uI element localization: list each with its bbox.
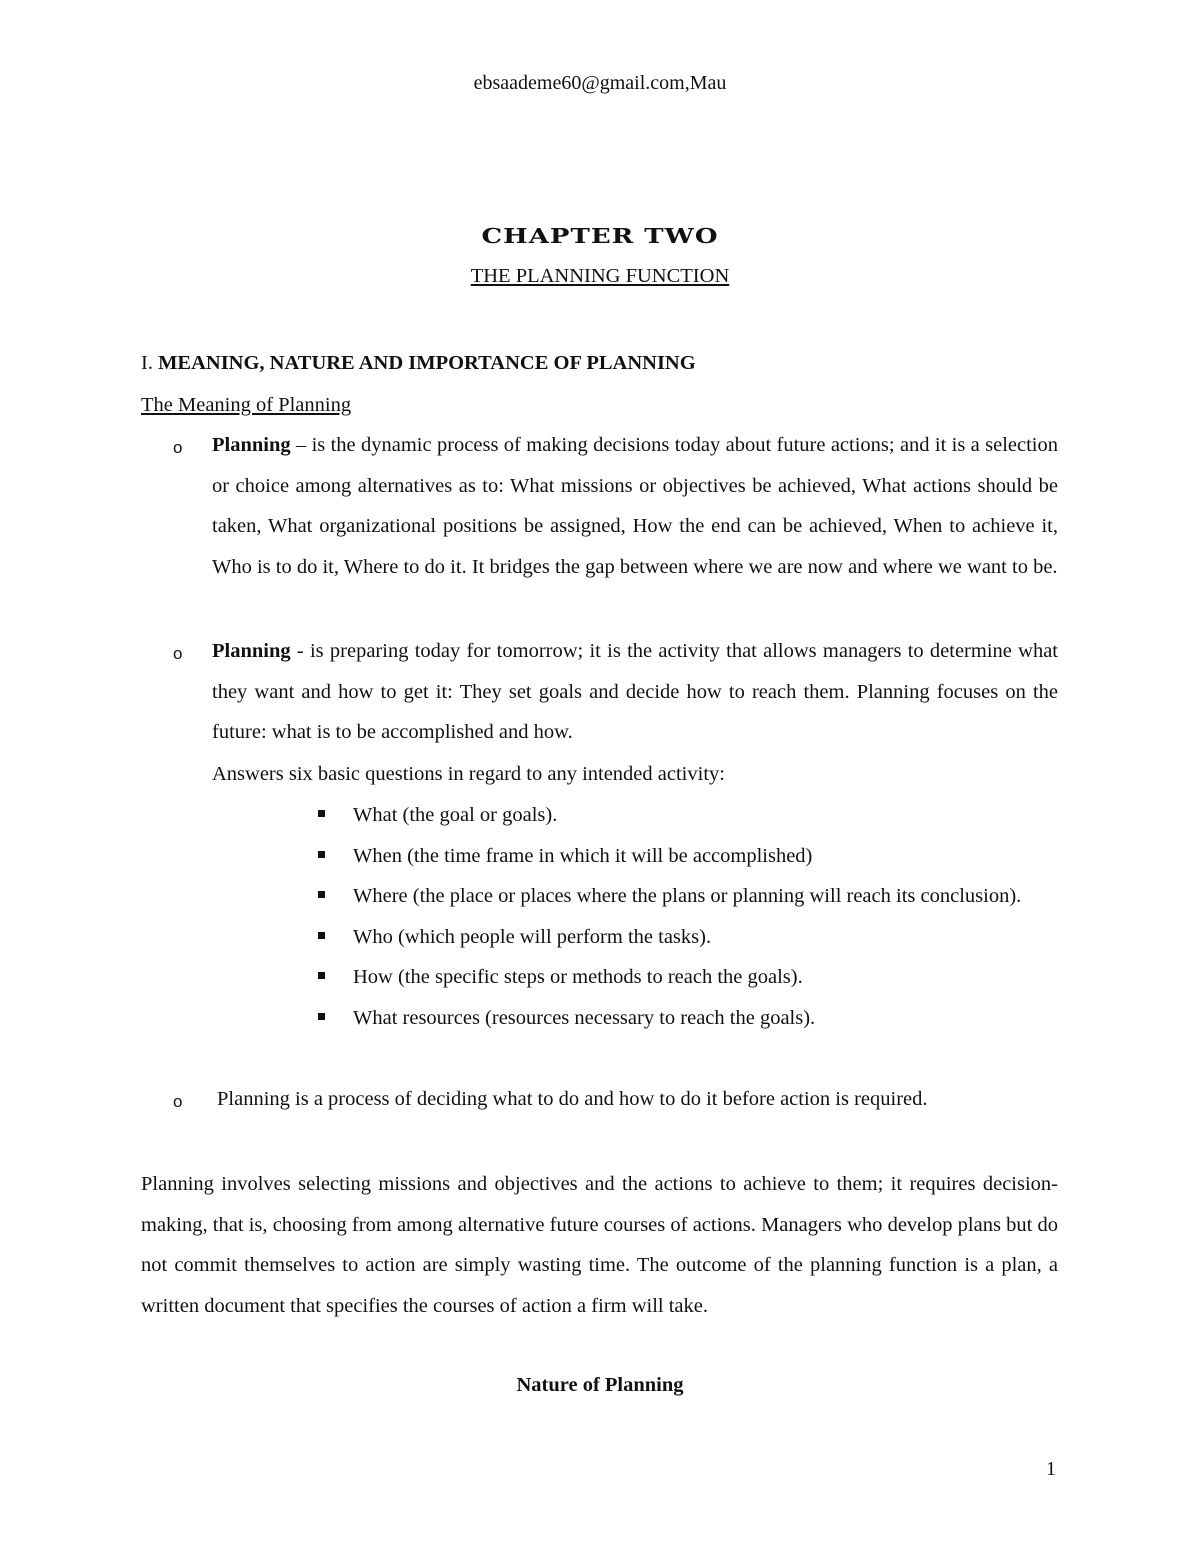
list-item: Where (the place or places where the plans or planning will reach its conclusion). [318,876,1058,917]
bullet-planning-definition-3: Planning is a process of deciding what to do and how to do it before action is required. [217,1088,928,1110]
body-paragraph: Planning involves selecting missions and objectives and the actions to achieve to them; it requires decision-making, that is, choosing from among alternative future courses of actions. Managers who develop plans but do not commit themselves to action are simply wasting time. The outcome of the planning function is a plan, a written document that specifies the courses of action a firm will take. [141,1173,1058,1317]
list-item: Who (which people will perform the tasks). [318,917,1058,958]
list-item: What resources (resources necessary to reach the goals). [318,998,1058,1039]
bullet-term: Planning [212,434,291,456]
square-bullet-icon [318,932,325,939]
square-bullet-icon [318,972,325,979]
page-header-email: ebsaademe60@gmail.com,Mau [473,72,727,94]
square-bullet-icon [318,891,325,898]
nature-of-planning-heading: Nature of Planning [516,1374,684,1396]
questions-list [318,795,1058,1039]
list-item: What (the goal or goals). [318,795,1058,836]
list-item: When (the time frame in which it will be accomplished) [318,836,1058,877]
bullet-marker: o [173,644,183,663]
square-bullet-icon [318,1013,325,1020]
bullet-text: – is the dynamic process of making decisions today about future actions; and it is a selection or choice among alternatives as to: What missions or objectives be achieved, What actions should be taken, What organizational positions be assigned, How the end can be achieved, When to achieve it, Who is to do it, Where to do it. It bridges the gap between where we are now and where we want to be. [212,434,1058,578]
section-heading [141,352,696,375]
bullet-planning-definition-2 [212,631,1058,753]
questions-intro: Answers six basic questions in regard to any intended activity: [212,763,725,785]
bullet-marker: o [173,1092,183,1111]
section-title: MEANING, NATURE AND IMPORTANCE OF PLANNING [158,352,696,374]
page-number: 1 [1046,1458,1056,1480]
square-bullet-icon [318,810,325,817]
subheading-meaning: The Meaning of Planning [141,394,352,416]
bullet-marker: o [173,438,183,457]
bullet-text: - is preparing today for tomorrow; it is the activity that allows managers to determine what they want and how to get it: They set goals and decide how to reach them. Planning focuses on the future: what is to be accomplished and how. [212,640,1058,744]
square-bullet-icon [318,851,325,858]
chapter-title: CHAPTER TWO [481,225,719,249]
chapter-subtitle: THE PLANNING FUNCTION [470,265,730,287]
section-number: I. [141,352,153,374]
list-item: How (the specific steps or methods to reach the goals). [318,957,1058,998]
bullet-planning-definition-1 [212,425,1058,587]
bullet-term: Planning [212,640,291,662]
